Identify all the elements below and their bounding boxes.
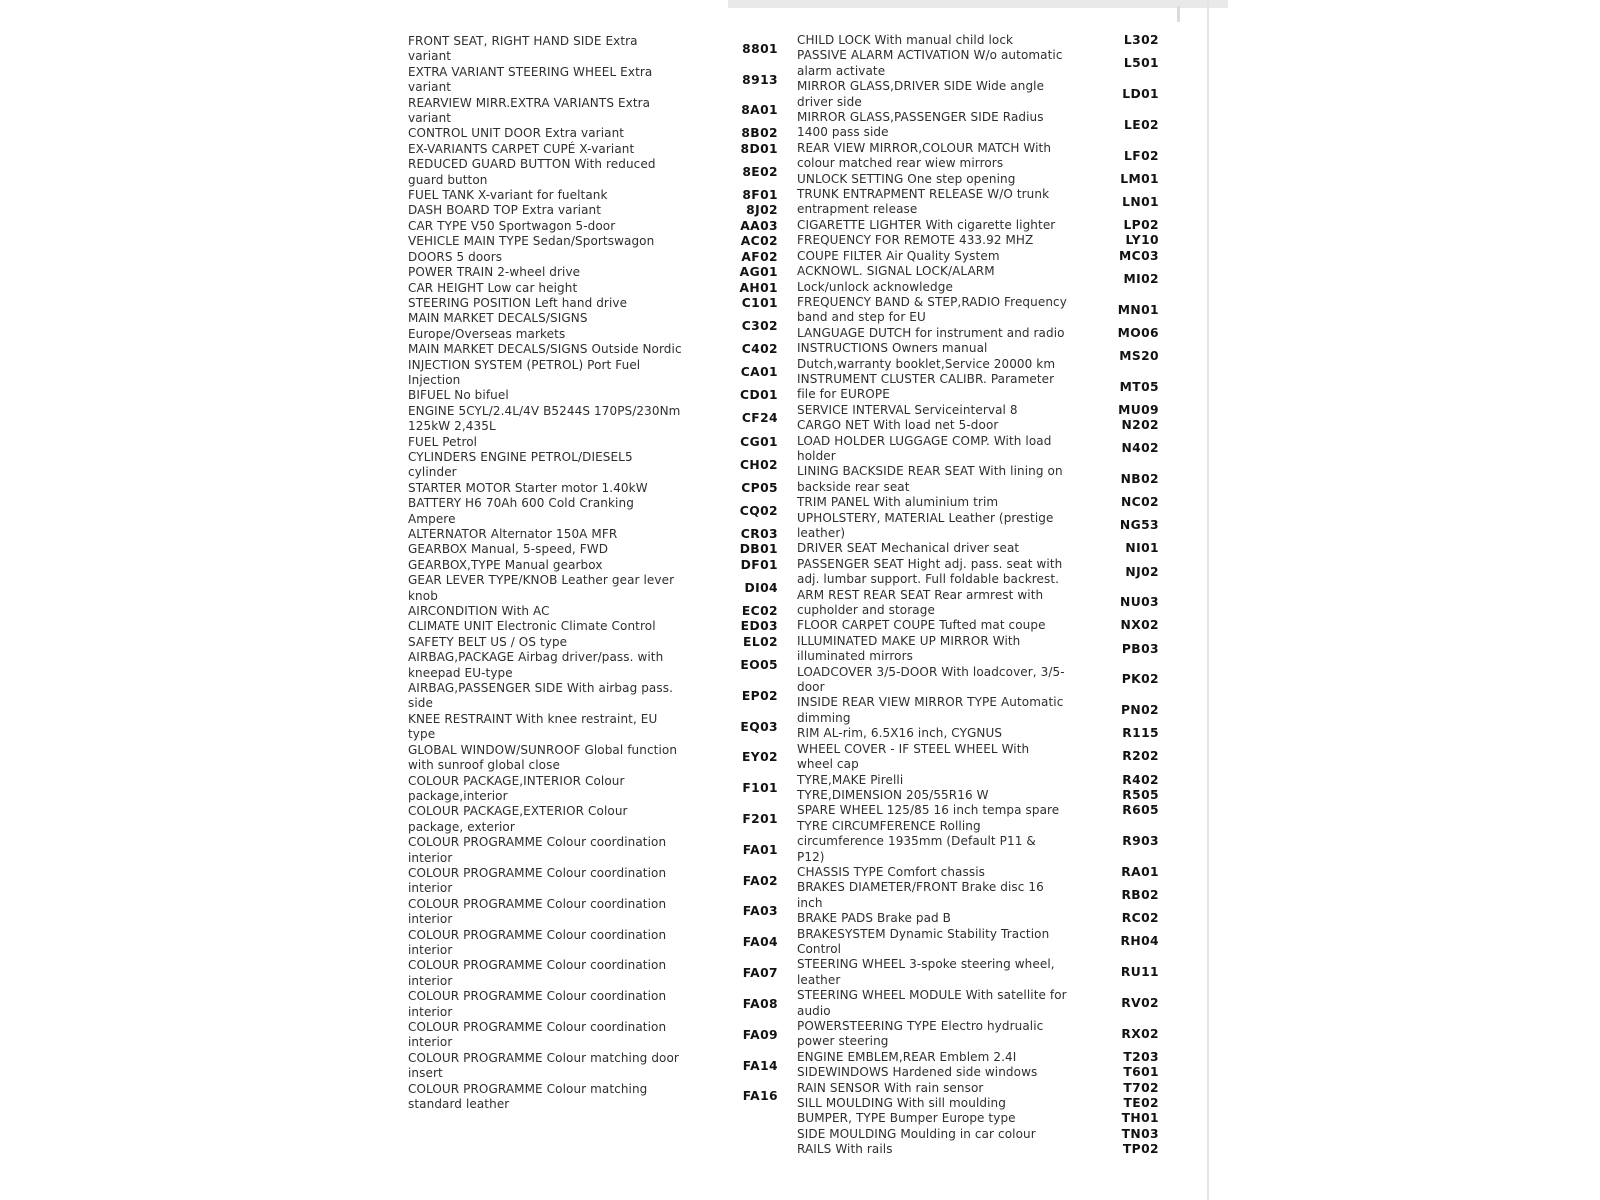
option-code: CF24	[741, 411, 778, 426]
option-description: INJECTION SYSTEM (PETROL) Port Fuel Injection	[408, 357, 641, 387]
option-description: PASSENGER SEAT Hight adj. pass. seat with adj. lumbar support. Full foldable backrest.	[797, 556, 1063, 587]
option-description: COLOUR PROGRAMME Colour coordination interior	[408, 1020, 667, 1050]
option-row	[797, 927, 1159, 958]
option-description: ALTERNATOR Alternator 150A MFR	[408, 527, 618, 541]
option-row	[797, 695, 1159, 726]
option-code: EP02	[741, 688, 778, 703]
option-row	[797, 880, 1159, 911]
option-description: EX-VARIANTS CARPET CUPÉ X-variant	[408, 141, 635, 156]
option-code: NX02	[1120, 618, 1159, 633]
option-code: RH04	[1120, 934, 1159, 949]
option-row	[797, 665, 1159, 696]
option-code: NI01	[1125, 541, 1159, 556]
option-code: TH01	[1121, 1111, 1159, 1126]
option-row	[408, 450, 778, 481]
option-row	[408, 1051, 778, 1082]
option-description: GLOBAL WINDOW/SUNROOF Global function with sunroof global close	[408, 742, 678, 773]
option-description: COLOUR PROGRAMME Colour coordination interior	[408, 927, 667, 957]
option-row	[797, 773, 1159, 788]
option-row	[797, 341, 1159, 372]
option-code: F201	[742, 812, 778, 827]
option-row	[797, 33, 1159, 48]
option-code: F101	[742, 781, 778, 796]
option-code: NU03	[1120, 595, 1159, 610]
option-code: 8801	[742, 41, 778, 56]
option-description: COLOUR PROGRAMME Colour matching door insert	[408, 1050, 679, 1081]
option-row	[797, 1065, 1159, 1080]
option-description: CAR HEIGHT Low car height	[408, 280, 578, 295]
option-code: NJ02	[1125, 564, 1159, 579]
option-row	[797, 803, 1159, 818]
option-row	[408, 635, 778, 650]
option-code: RA01	[1121, 864, 1159, 879]
option-description: STEERING WHEEL 3-spoke steering wheel, leather	[797, 957, 1055, 987]
option-row	[797, 1096, 1159, 1111]
option-row	[408, 481, 778, 496]
option-row	[797, 618, 1159, 633]
option-row	[797, 79, 1159, 110]
options-column-left	[408, 34, 778, 1112]
option-description: SPARE WHEEL 125/85 16 inch tempa spare	[797, 803, 1060, 818]
option-description: AIRCONDITION With AC	[408, 604, 550, 619]
option-row	[408, 619, 778, 634]
option-row	[797, 1142, 1159, 1157]
option-row	[408, 897, 778, 928]
option-description: VEHICLE MAIN TYPE Sedan/Sportswagon	[408, 234, 655, 249]
options-column-right	[797, 33, 1159, 1158]
option-description: AIRBAG,PASSENGER SIDE With airbag pass. side	[408, 681, 673, 711]
option-code: AH01	[739, 280, 778, 295]
option-row	[797, 434, 1159, 465]
option-row	[408, 527, 778, 542]
option-code: NB02	[1120, 472, 1159, 487]
option-row	[408, 234, 778, 249]
option-code: DB01	[739, 542, 778, 557]
option-code: EO05	[740, 657, 778, 672]
option-description: BIFUEL No bifuel	[408, 388, 509, 403]
option-row	[408, 573, 778, 604]
option-code: MT05	[1119, 379, 1159, 394]
option-code: CR03	[740, 527, 778, 541]
option-row	[797, 264, 1159, 295]
option-description: MIRROR GLASS,PASSENGER SIDE Radius 1400 pass side	[797, 110, 1044, 140]
option-code: N402	[1121, 441, 1159, 456]
option-row	[408, 34, 778, 65]
option-code: RV02	[1121, 995, 1159, 1010]
option-code: AF02	[741, 249, 778, 264]
option-description: POWERSTEERING TYPE Electro hydrualic power steering	[797, 1019, 1044, 1049]
option-row	[797, 110, 1159, 141]
option-row	[797, 634, 1159, 665]
option-code: FA09	[742, 1027, 778, 1042]
option-row	[797, 726, 1159, 741]
option-row	[408, 835, 778, 866]
option-description: COLOUR PACKAGE,INTERIOR Colour package,interior	[408, 773, 625, 803]
option-code: LF02	[1124, 148, 1159, 163]
option-code: L501	[1123, 56, 1159, 71]
option-row	[797, 1111, 1159, 1126]
option-row	[408, 496, 778, 527]
option-description: LOAD HOLDER LUGGAGE COMP. With load holder	[797, 433, 1052, 463]
option-code: LE02	[1124, 117, 1159, 132]
option-description: SILL MOULDING With sill moulding	[797, 1096, 1006, 1111]
option-code: FA08	[742, 996, 778, 1011]
option-code: T203	[1123, 1049, 1159, 1064]
option-row	[797, 742, 1159, 773]
option-code: CA01	[740, 365, 778, 380]
option-code: MN01	[1117, 302, 1159, 317]
option-description: UPHOLSTERY, MATERIAL Leather (prestige leather)	[797, 510, 1054, 540]
option-row	[797, 464, 1159, 495]
option-description: REDUCED GUARD BUTTON With reduced guard button	[408, 157, 656, 187]
option-code: FA07	[742, 966, 778, 981]
option-code: R402	[1122, 772, 1159, 787]
option-description: MAIN MARKET DECALS/SIGNS Outside Nordic	[408, 342, 682, 357]
option-code: TE02	[1123, 1096, 1159, 1111]
option-description: PASSIVE ALARM ACTIVATION W/o automatic alarm activate	[797, 48, 1063, 78]
option-description: DOORS 5 doors	[408, 249, 503, 264]
option-description: TRUNK ENTRAPMENT RELEASE W/O trunk entrapment release	[797, 187, 1050, 217]
option-description: COLOUR PROGRAMME Colour coordination interior	[408, 865, 667, 896]
option-code: PK02	[1121, 672, 1159, 687]
option-description: AIRBAG,PACKAGE Airbag driver/pass. with kneepad EU-type	[408, 650, 664, 680]
option-row	[408, 404, 778, 435]
option-row	[408, 142, 778, 157]
option-description: RIM AL-rim, 6.5X16 inch, CYGNUS	[797, 726, 1003, 741]
option-row	[408, 774, 778, 805]
option-row	[408, 604, 778, 619]
option-row	[797, 326, 1159, 341]
option-row	[797, 1127, 1159, 1142]
option-description: ILLUMINATED MAKE UP MIRROR With illuminated mirrors	[797, 633, 1021, 664]
option-code: EC02	[741, 604, 778, 619]
option-row	[797, 1019, 1159, 1050]
option-description: CARGO NET With load net 5-door	[797, 418, 999, 433]
option-description: ARM REST REAR SEAT Rear armrest with cupholder and storage	[797, 587, 1044, 618]
option-code: N202	[1121, 418, 1159, 433]
option-row	[797, 295, 1159, 326]
option-row	[797, 557, 1159, 588]
option-description: LOADCOVER 3/5-DOOR With loadcover, 3/5-door	[797, 664, 1065, 695]
option-code: 8D01	[740, 141, 778, 156]
option-description: RAILS With rails	[797, 1142, 893, 1157]
option-description: CHILD LOCK With manual child lock	[797, 33, 1014, 47]
option-row	[797, 1081, 1159, 1096]
option-code: PB03	[1121, 641, 1159, 656]
option-code: MC03	[1119, 248, 1159, 263]
option-row	[797, 48, 1159, 79]
option-row	[797, 372, 1159, 403]
option-code: FA14	[742, 1058, 778, 1073]
option-code: LN01	[1122, 194, 1159, 209]
option-row	[408, 650, 778, 681]
option-code: AC02	[740, 234, 778, 249]
option-row	[797, 249, 1159, 264]
option-description: MAIN MARKET DECALS/SIGNS Europe/Overseas markets	[408, 311, 588, 341]
option-description: ENGINE 5CYL/2.4L/4V B5244S 170PS/230Nm 125kW 2,435L	[408, 403, 681, 434]
option-row	[408, 542, 778, 557]
option-code: 8B02	[741, 126, 778, 141]
option-row	[797, 187, 1159, 218]
option-row	[408, 388, 778, 403]
option-row	[408, 358, 778, 389]
option-code: 8A01	[741, 103, 778, 118]
option-code: R903	[1122, 834, 1159, 849]
option-code: AA03	[740, 218, 778, 233]
option-row	[797, 788, 1159, 803]
option-code: NG53	[1119, 518, 1159, 533]
option-code: MO06	[1117, 325, 1159, 340]
option-description: FUEL TANK X-variant for fueltank	[408, 188, 608, 203]
option-description: INSTRUCTIONS Owners manual Dutch,warranty booklet,Service 20000 km	[797, 341, 1056, 371]
option-row	[797, 957, 1159, 988]
option-code: FA01	[742, 842, 778, 857]
option-description: CIGARETTE LIGHTER With cigarette lighter	[797, 217, 1056, 232]
option-row	[408, 558, 778, 573]
option-row	[408, 1020, 778, 1051]
option-row	[408, 342, 778, 357]
option-code: 8E02	[742, 164, 778, 179]
option-code: LY10	[1125, 233, 1159, 248]
option-row	[408, 219, 778, 234]
option-row	[797, 495, 1159, 510]
option-description: CYLINDERS ENGINE PETROL/DIESEL5 cylinder	[408, 449, 633, 480]
option-description: SERVICE INTERVAL Serviceinterval 8	[797, 402, 1018, 417]
option-row	[408, 311, 778, 342]
option-row	[408, 188, 778, 203]
option-description: TYRE,MAKE Pirelli	[797, 772, 904, 787]
option-code: MU09	[1118, 402, 1159, 417]
option-row	[408, 928, 778, 959]
option-row	[797, 403, 1159, 418]
option-description: REAR VIEW MIRROR,COLOUR MATCH With colour matched rear wiew mirrors	[797, 140, 1052, 171]
option-row	[408, 96, 778, 127]
option-row	[408, 712, 778, 743]
option-row	[797, 541, 1159, 556]
option-description: TYRE CIRCUMFERENCE Rolling circumference 1935mm (Default P11 & P12)	[797, 818, 1036, 864]
option-code: CH02	[739, 457, 778, 472]
option-code: FA04	[742, 935, 778, 950]
option-row	[408, 203, 778, 218]
option-row	[797, 511, 1159, 542]
option-description: ENGINE EMBLEM,REAR Emblem 2.4I	[797, 1049, 1017, 1064]
option-code: DI04	[744, 580, 778, 595]
option-code: LD01	[1122, 86, 1159, 101]
option-description: COLOUR PROGRAMME Colour matching standard leather	[408, 1081, 648, 1112]
option-row	[408, 296, 778, 311]
option-description: TRIM PANEL With aluminium trim	[797, 495, 999, 510]
option-code: LM01	[1120, 171, 1159, 186]
option-description: STEERING POSITION Left hand drive	[408, 295, 628, 310]
option-row	[797, 588, 1159, 619]
option-description: BRAKESYSTEM Dynamic Stability Traction Control	[797, 926, 1050, 956]
option-description: POWER TRAIN 2-wheel drive	[408, 265, 581, 280]
option-description: FRONT SEAT, RIGHT HAND SIDE Extra variant	[408, 34, 638, 64]
option-row	[797, 819, 1159, 865]
option-description: STARTER MOTOR Starter motor 1.40kW	[408, 480, 648, 495]
option-description: WHEEL COVER - IF STEEL WHEEL With wheel cap	[797, 741, 1030, 772]
option-code: CG01	[740, 434, 778, 449]
option-description: STEERING WHEEL MODULE With satellite for audio	[797, 988, 1067, 1018]
option-description: TYRE,DIMENSION 205/55R16 W	[797, 787, 989, 802]
option-description: BUMPER, TYPE Bumper Europe type	[797, 1111, 1016, 1126]
option-code: MS20	[1119, 348, 1159, 363]
option-description: FREQUENCY FOR REMOTE 433.92 MHZ	[797, 233, 1034, 248]
option-code: EL02	[743, 634, 778, 649]
option-description: SIDEWINDOWS Hardened side windows	[797, 1065, 1038, 1080]
option-code: 8913	[742, 72, 778, 87]
option-row	[797, 988, 1159, 1019]
option-description: FUEL Petrol	[408, 434, 478, 449]
option-row	[408, 743, 778, 774]
option-code: MI02	[1123, 271, 1159, 286]
option-code: AG01	[739, 265, 778, 280]
option-code: C402	[741, 342, 778, 357]
option-description: COUPE FILTER Air Quality System	[797, 248, 1000, 263]
option-description: LANGUAGE DUTCH for instrument and radio	[797, 325, 1065, 340]
option-row	[408, 265, 778, 280]
option-description: KNEE RESTRAINT With knee restraint, EU type	[408, 711, 658, 742]
option-description: DASH BOARD TOP Extra variant	[408, 203, 602, 218]
option-row	[408, 866, 778, 897]
option-description: COLOUR PROGRAMME Colour coordination interior	[408, 958, 667, 988]
option-description: COLOUR PACKAGE,EXTERIOR Colour package, exterior	[408, 804, 628, 834]
option-code: R505	[1122, 787, 1159, 802]
option-description: COLOUR PROGRAMME Colour coordination interior	[408, 989, 667, 1019]
option-code: CD01	[740, 388, 778, 403]
option-description: DRIVER SEAT Mechanical driver seat	[797, 541, 1020, 556]
option-description: RAIN SENSOR With rain sensor	[797, 1080, 984, 1095]
option-code: 8J02	[746, 203, 778, 218]
option-description: LINING BACKSIDE REAR SEAT With lining on backside rear seat	[797, 464, 1063, 494]
option-description: GEARBOX,TYPE Manual gearbox	[408, 557, 603, 572]
option-row	[408, 126, 778, 141]
option-description: FREQUENCY BAND & STEP,RADIO Frequency band and step for EU	[797, 294, 1067, 325]
option-description: COLOUR PROGRAMME Colour coordination interior	[408, 896, 667, 927]
option-row	[797, 233, 1159, 248]
option-code: NC02	[1120, 495, 1159, 510]
option-row	[408, 958, 778, 989]
option-description: BRAKE PADS Brake pad B	[797, 911, 951, 926]
option-code: CQ02	[739, 503, 778, 518]
scan-tick-artifact	[1177, 6, 1180, 22]
scan-page-right-edge	[1207, 0, 1209, 1200]
option-code: ED03	[740, 619, 778, 634]
option-description: INSIDE REAR VIEW MIRROR TYPE Automatic dimming	[797, 695, 1064, 725]
option-description: UNLOCK SETTING One step opening	[797, 171, 1016, 186]
option-row	[797, 141, 1159, 172]
option-code: C101	[741, 295, 778, 310]
option-row	[797, 911, 1159, 926]
option-row	[408, 157, 778, 188]
option-row	[408, 989, 778, 1020]
option-code: RC02	[1121, 911, 1159, 926]
option-description: INSTRUMENT CLUSTER CALIBR. Parameter file for EUROPE	[797, 371, 1055, 402]
option-code: R202	[1122, 749, 1159, 764]
option-code: EY02	[741, 750, 778, 765]
option-row	[797, 865, 1159, 880]
option-description: EXTRA VARIANT STEERING WHEEL Extra variant	[408, 64, 653, 95]
option-row	[797, 172, 1159, 187]
option-row	[408, 250, 778, 265]
option-row	[408, 804, 778, 835]
option-description: CAR TYPE V50 Sportwagon 5-door	[408, 218, 616, 233]
option-code: CP05	[741, 480, 778, 495]
option-code: T702	[1123, 1080, 1159, 1095]
option-code: TN03	[1121, 1126, 1159, 1141]
option-description: BRAKES DIAMETER/FRONT Brake disc 16 inch	[797, 880, 1044, 910]
option-row	[408, 65, 778, 96]
option-description: SAFETY BELT US / OS type	[408, 634, 568, 649]
option-code: 8F01	[742, 188, 778, 203]
option-description: BATTERY H6 70Ah 600 Cold Cranking Ampere	[408, 496, 634, 526]
scan-top-edge-artifact	[728, 0, 1228, 8]
option-description: CONTROL UNIT DOOR Extra variant	[408, 126, 625, 141]
option-code: TP02	[1122, 1142, 1159, 1157]
option-row	[797, 218, 1159, 233]
option-code: LP02	[1123, 217, 1159, 232]
option-code: R605	[1122, 803, 1159, 818]
option-description: SIDE MOULDING Moulding in car colour	[797, 1126, 1036, 1141]
option-description: REARVIEW MIRR.EXTRA VARIANTS Extra variant	[408, 95, 651, 126]
option-code: FA02	[742, 873, 778, 888]
option-code: FA03	[742, 904, 778, 919]
option-code: RX02	[1121, 1026, 1159, 1041]
option-row	[408, 1082, 778, 1113]
option-row	[408, 681, 778, 712]
option-row	[408, 435, 778, 450]
option-code: DF01	[740, 557, 778, 572]
option-description: MIRROR GLASS,DRIVER SIDE Wide angle driver side	[797, 79, 1045, 109]
option-description: GEAR LEVER TYPE/KNOB Leather gear lever knob	[408, 573, 675, 603]
option-description: CLIMATE UNIT Electronic Climate Control	[408, 619, 656, 634]
option-description: ACKNOWL. SIGNAL LOCK/ALARM Lock/unlock acknowledge	[797, 264, 995, 294]
option-row	[797, 418, 1159, 433]
option-code: RB02	[1121, 888, 1159, 903]
option-description: FLOOR CARPET COUPE Tufted mat coupe	[797, 618, 1046, 633]
option-row	[408, 281, 778, 296]
option-code: L302	[1123, 33, 1159, 47]
option-code: T601	[1123, 1065, 1159, 1080]
option-code: FA16	[742, 1089, 778, 1104]
option-code: EQ03	[740, 719, 778, 734]
option-code: C302	[741, 319, 778, 334]
option-code: PN02	[1120, 703, 1159, 718]
option-code: RU11	[1120, 965, 1159, 980]
option-code: R115	[1122, 726, 1159, 741]
option-row	[797, 1050, 1159, 1065]
option-description: CHASSIS TYPE Comfort chassis	[797, 864, 985, 879]
option-description: GEARBOX Manual, 5-speed, FWD	[408, 542, 609, 557]
option-description: COLOUR PROGRAMME Colour coordination interior	[408, 835, 667, 865]
